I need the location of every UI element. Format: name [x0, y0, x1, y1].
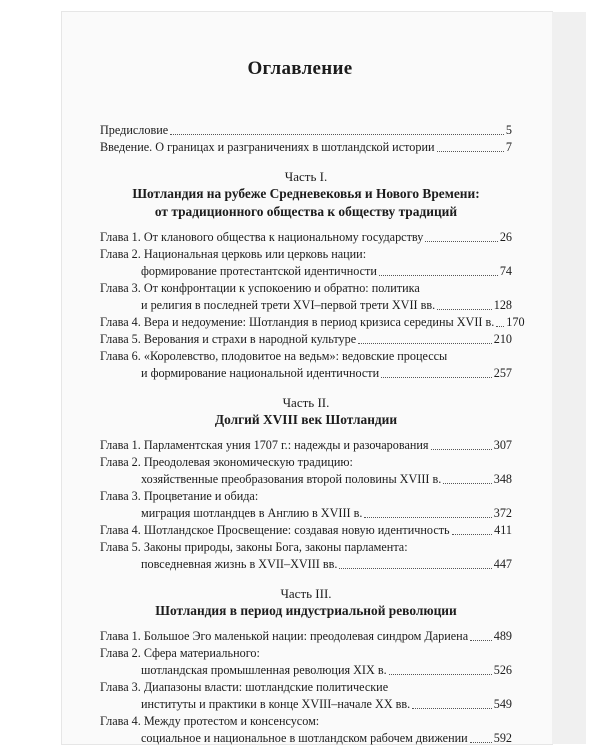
- entry-label: Глава 3. От конфронтации к успокоению и обратно: политика: [100, 281, 420, 295]
- toc-entry-part1-ch2-cont[interactable]: [100, 263, 512, 280]
- page-number: 411: [494, 523, 512, 537]
- toc-entry-part2-ch1[interactable]: [100, 437, 512, 454]
- toc-entry-part1-ch3[interactable]: [100, 280, 512, 297]
- part-2-heading: Часть II.: [282, 395, 330, 410]
- page-number: 210: [493, 332, 512, 346]
- entry-label-cont: миграция шотландцев в Англию в XVIII в.: [141, 506, 363, 520]
- toc-entry-introduction[interactable]: [100, 139, 512, 156]
- entry-label: Глава 2. Национальная церковь или церковь нации:: [100, 247, 367, 261]
- entry-label: Глава 3. Диапазоны власти: шотландские политические: [100, 680, 389, 694]
- entry-label-cont: социальное и национальное в шотландском рабочем движении: [141, 731, 468, 745]
- toc-entry-part1-ch6-cont[interactable]: [100, 365, 512, 382]
- dot-leader: [339, 568, 491, 569]
- table-of-contents: [100, 122, 525, 747]
- dot-leader: [170, 134, 504, 135]
- page-number: 549: [493, 697, 512, 711]
- entry-label: Глава 1. Большое Эго маленькой нации: преодолевая синдром Дариена: [100, 629, 469, 643]
- part-2-title-line: Долгий XVIII век Шотландии: [214, 412, 398, 427]
- toc-entry-part3-ch4-cont[interactable]: [100, 730, 512, 747]
- entry-label: Глава 5. Верования и страхи в народной культуре: [100, 332, 357, 346]
- dot-leader: [443, 483, 491, 484]
- entry-label: Глава 1. От кланового общества к национальному государству: [100, 230, 424, 244]
- dot-leader: [364, 517, 491, 518]
- dot-leader: [470, 742, 492, 743]
- entry-label: Глава 5. Законы природы, законы Бога, законы парламента:: [100, 540, 408, 554]
- entry-label: Введение. О границах и разграничениях в шотландской истории: [100, 140, 435, 154]
- page-number: 447: [493, 557, 512, 571]
- toc-entry-part3-ch2[interactable]: [100, 645, 512, 662]
- toc-entry-part3-ch1[interactable]: [100, 628, 512, 645]
- page-number: 348: [493, 472, 512, 486]
- dot-leader: [470, 640, 492, 641]
- toc-entry-part3-ch2-cont[interactable]: [100, 662, 512, 679]
- page-number: 372: [493, 506, 512, 520]
- entry-label-cont: институты и практики в конце XVIII–начале XX вв.: [141, 697, 411, 711]
- dot-leader: [379, 275, 498, 276]
- page-number: 307: [493, 438, 512, 452]
- page-number: 489: [493, 629, 512, 643]
- part-1-title-line: Шотландия на рубеже Средневековья и Нового Времени:: [132, 186, 480, 201]
- entry-label: Предисловие: [100, 123, 169, 137]
- toc-entry-preface[interactable]: [100, 122, 512, 139]
- entry-label: Глава 2. Преодолевая экономическую традицию:: [100, 455, 353, 469]
- entry-label-cont: и формирование национальной идентичности: [141, 366, 380, 380]
- toc-entry-part3-ch3-cont[interactable]: [100, 696, 512, 713]
- toc-entry-part2-ch2-cont[interactable]: [100, 471, 512, 488]
- page-number: 74: [499, 264, 512, 278]
- entry-label-cont: хозяйственные преобразования второй половины XVIII в.: [141, 472, 442, 486]
- entry-label-cont: формирование протестантской идентичности: [141, 264, 377, 278]
- page-number: 128: [493, 298, 512, 312]
- toc-entry-part2-ch5[interactable]: [100, 539, 512, 556]
- toc-entry-part2-ch2[interactable]: [100, 454, 512, 471]
- entry-label: Глава 4. Между протестом и консенсусом:: [100, 714, 320, 728]
- page-number: 170: [506, 315, 525, 329]
- entry-label: Глава 4. Шотландское Просвещение: создавая новую идентичность: [100, 523, 450, 537]
- entry-label-cont: шотландская промышленная революция XIX в.: [141, 663, 387, 677]
- part-1-heading: Часть I.: [284, 169, 328, 184]
- dot-leader: [358, 343, 492, 344]
- page-number: 526: [493, 663, 512, 677]
- toc-entry-part2-ch4[interactable]: [100, 522, 512, 539]
- toc-entry-part1-ch1[interactable]: [100, 229, 512, 246]
- page-number: 26: [499, 230, 512, 244]
- part-3-heading: Часть III.: [280, 586, 332, 601]
- part-3-title-line: Шотландия в период индустриальной революции: [155, 603, 457, 618]
- toc-entry-part1-ch3-cont[interactable]: [100, 297, 512, 314]
- toc-entry-part2-ch3[interactable]: [100, 488, 512, 505]
- entry-label: Глава 2. Сфера материального:: [100, 646, 260, 660]
- toc-entry-part3-ch3[interactable]: [100, 679, 512, 696]
- entry-label: Глава 3. Процветание и обида:: [100, 489, 259, 503]
- entry-label: Глава 4. Вера и недоумение: Шотландия в период кризиса середины XVII в.: [100, 315, 495, 329]
- toc-entry-part1-ch4[interactable]: [100, 314, 525, 331]
- entry-label-cont: повседневная жизнь в XVII–XVIII вв.: [141, 557, 338, 571]
- dot-leader: [425, 241, 497, 242]
- dot-leader: [437, 309, 492, 310]
- page-number: 7: [505, 140, 512, 154]
- page-number: 592: [493, 731, 512, 745]
- page-number: 5: [505, 123, 512, 137]
- entry-label: Глава 1. Парламентская уния 1707 г.: надежды и разочарования: [100, 438, 429, 452]
- toc-entry-part1-ch6[interactable]: [100, 348, 512, 365]
- toc-entry-part1-ch2[interactable]: [100, 246, 512, 263]
- dot-leader: [412, 708, 492, 709]
- dot-leader: [452, 534, 493, 535]
- entry-label: Глава 6. «Королевство, плодовитое на ведьм»: ведовские процессы: [100, 349, 448, 363]
- dot-leader: [496, 326, 504, 327]
- toc-entry-part1-ch5[interactable]: [100, 331, 512, 348]
- toc-entry-part2-ch3-cont[interactable]: [100, 505, 512, 522]
- next-page-edge: [552, 12, 586, 744]
- part-1-title-line: от традиционного общества к обществу традиций: [154, 204, 458, 219]
- toc-entry-part2-ch5-cont[interactable]: [100, 556, 512, 573]
- entry-label-cont: и религия в последней трети XVI–первой трети XVII вв.: [141, 298, 436, 312]
- dot-leader: [389, 674, 492, 675]
- page-number: 257: [493, 366, 512, 380]
- dot-leader: [437, 151, 504, 152]
- toc-entry-part3-ch4[interactable]: [100, 713, 512, 730]
- dot-leader: [381, 377, 492, 378]
- page-title: Оглавление: [247, 58, 353, 79]
- dot-leader: [431, 449, 492, 450]
